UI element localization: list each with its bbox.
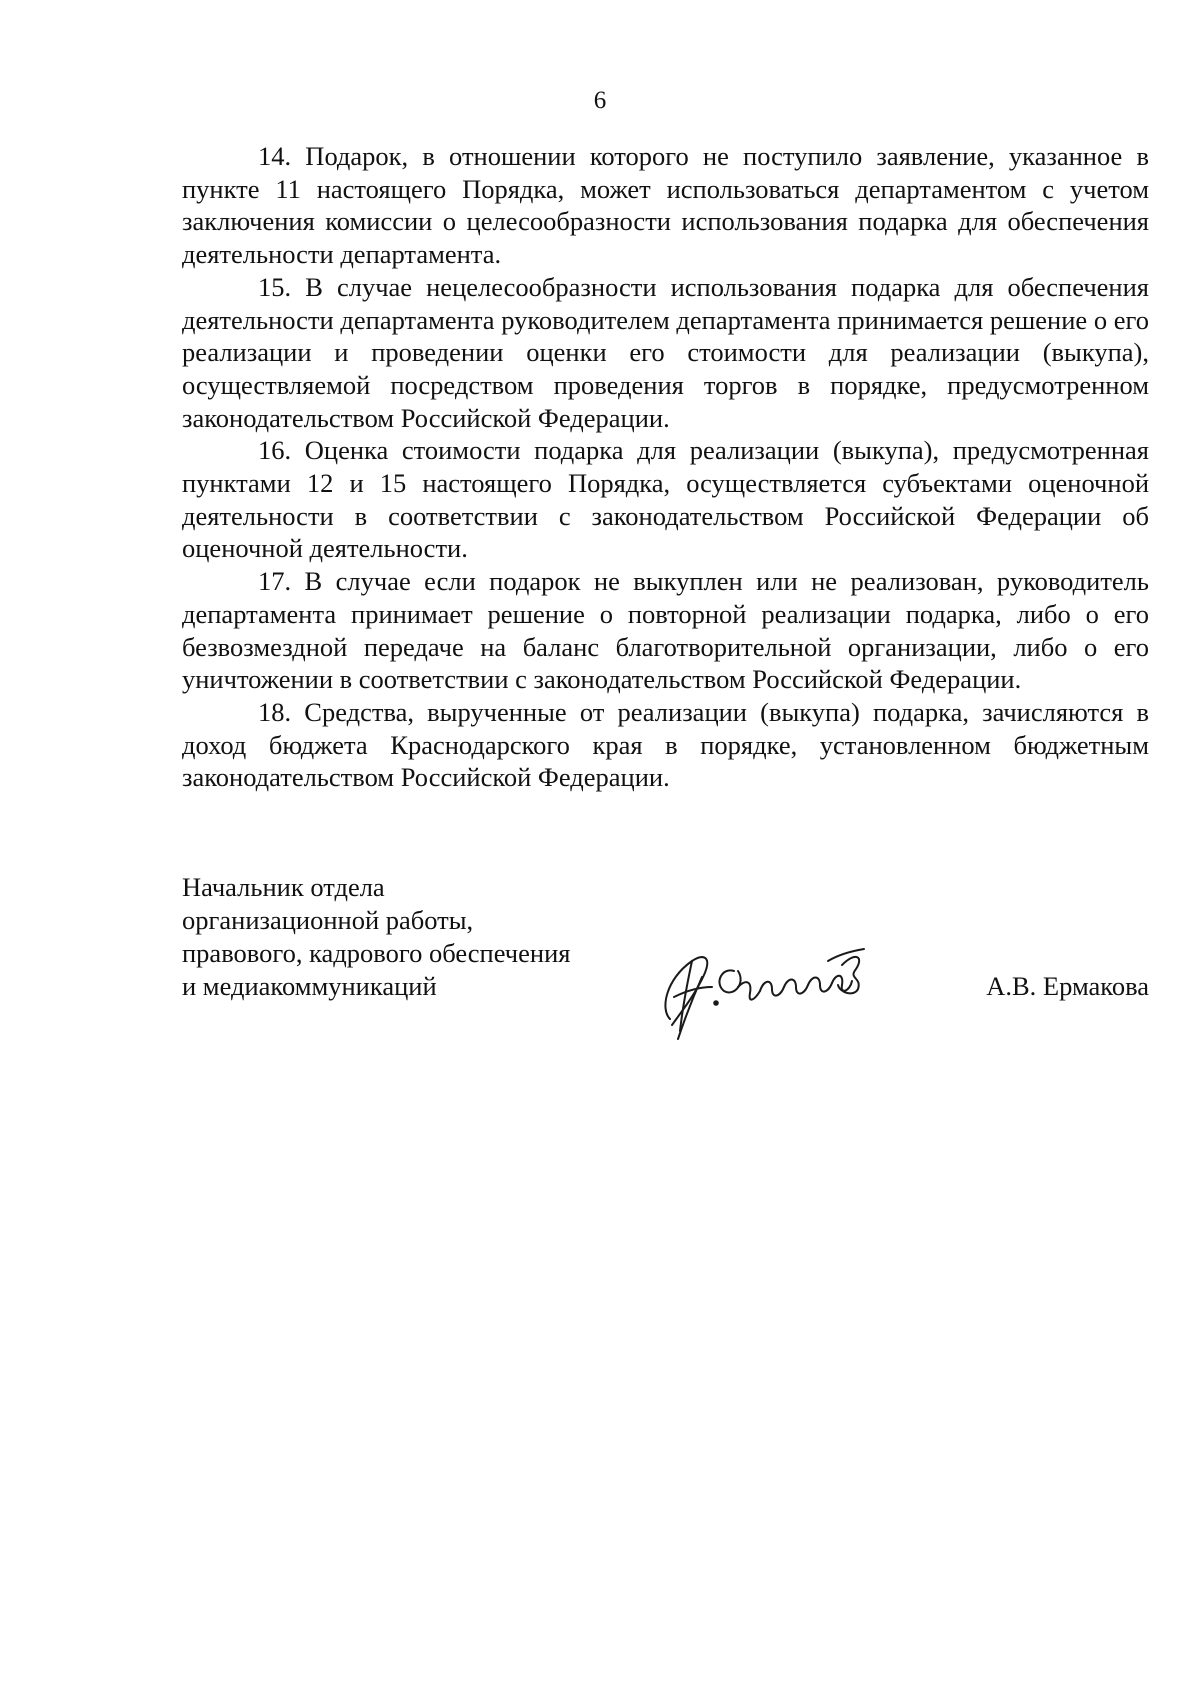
signatory-position-line: правового, кадрового обеспечения xyxy=(182,938,571,968)
paragraph-16: 16. Оценка стоимости подарка для реализации (выкупа), предусмотренная пунктами 12 и 15 настоящего Порядка, осуществляется субъектами оценочной деятельности в соответствии с законодательством Российской Федерации об оценочной деятельности. xyxy=(182,435,1149,564)
signatory-name: А.В. Ермакова xyxy=(986,971,1149,1001)
page-number: 6 xyxy=(593,87,607,114)
signatory-position xyxy=(182,871,570,1003)
paragraph-15: 15. В случае нецелесообразности использования подарка для обеспечения деятельности департамента руководителем департамента принимается решение о его реализации и проведении оценки его стоимости для реализации (выкупа), осуществляемой посредством проведения торгов в порядке, предусмотренном законодательством Российской Федерации. xyxy=(182,271,1149,433)
signature-block xyxy=(182,871,1149,1051)
paragraph-18: 18. Средства, вырученные от реализации (выкупа) подарка, зачисляются в доход бюджета Краснодарского края в порядке, установленном бюджетным законодательством Российской Федерации. xyxy=(182,696,1149,793)
signatory-position-line: Начальник отдела xyxy=(182,872,385,902)
handwritten-signature xyxy=(642,931,882,1041)
paragraph-14: 14. Подарок, в отношении которого не поступило заявление, указанное в пункте 11 настоящего Порядка, может использоваться департаментом с учетом заключения комиссии о целесообразности использования подарка для обеспечения деятельности департамента. xyxy=(182,141,1149,270)
signatory-position-line: и медиакоммуникаций xyxy=(182,971,437,1001)
paragraph-17: 17. В случае если подарок не выкуплен или не реализован, руководитель департамента принимает решение о повторной реализации подарка, либо о его безвозмездной передаче на баланс благотворительной организации, либо о его уничтожении в соответствии с законодательством Российской Федерации. xyxy=(182,566,1149,695)
signatory-position-line: организационной работы, xyxy=(182,905,474,935)
document-body xyxy=(182,140,1149,794)
